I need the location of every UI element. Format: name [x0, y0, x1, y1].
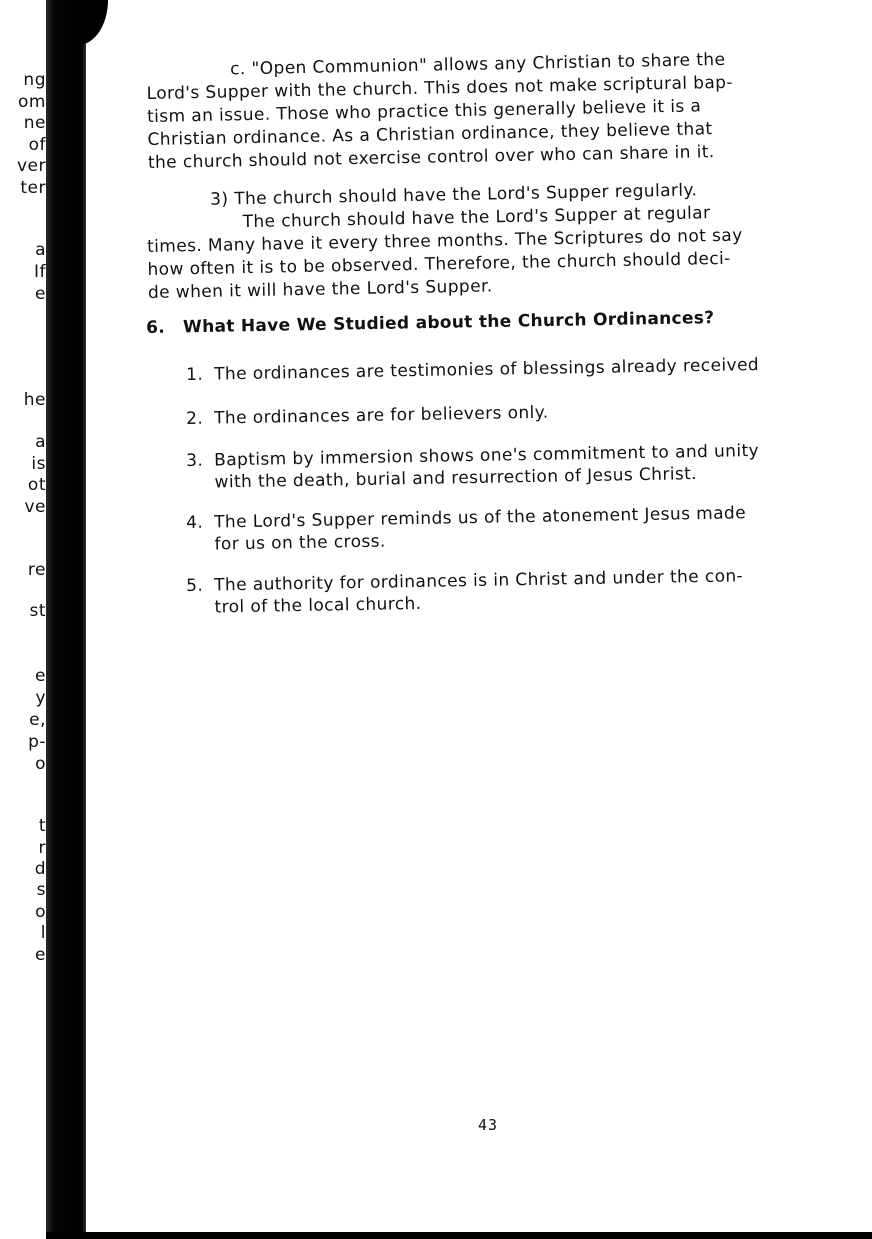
summary-item: [186, 398, 786, 430]
text-line: tism an issue. Those who practice this generally believe it is a: [146, 96, 702, 127]
facing-text-fragment: is: [31, 454, 46, 474]
item-number: 4.: [186, 512, 204, 533]
item-number: 3.: [186, 450, 204, 471]
facing-text-fragment: If: [34, 262, 46, 282]
item-number: 1.: [186, 364, 204, 385]
point-heading: 3) The church should have the Lord's Supper regularly.: [210, 180, 698, 210]
facing-text-fragment: ver: [16, 156, 46, 176]
facing-text-fragment: ot: [27, 475, 46, 495]
facing-text-fragment: l: [40, 923, 46, 943]
facing-text-fragment: e,: [29, 710, 46, 730]
section-title: What Have We Studied about the Church Ordinances?: [182, 308, 715, 338]
facing-text-fragment: a: [35, 240, 46, 260]
facing-text-fragment: o: [35, 902, 46, 922]
item-text: The authority for ordinances is in Christ and under the con-: [214, 566, 744, 596]
facing-text-fragment: ne: [23, 113, 46, 133]
text-line: Christian ordinance. As a Christian ordinance, they believe that: [147, 119, 713, 150]
facing-text-fragment: st: [29, 601, 46, 621]
facing-text-fragment: he: [23, 390, 46, 410]
text-line: how often it is to be observed. Therefore, the church should deci-: [147, 248, 731, 280]
item-number: 2.: [186, 408, 204, 429]
facing-text-fragment: y: [35, 688, 46, 708]
section-heading: [146, 307, 786, 338]
facing-text-fragment: s: [36, 880, 46, 900]
item-text-continued: trol of the local church.: [214, 593, 422, 618]
item-number: 5.: [186, 575, 204, 596]
facing-text-fragment: p-: [28, 732, 46, 752]
item-text-continued: with the death, burial and resurrection of Jesus Christ.: [214, 464, 698, 493]
page-bottom-edge: [46, 1232, 872, 1239]
facing-text-fragment: re: [27, 560, 46, 580]
item-text: The Lord's Supper reminds us of the atonement Jesus made: [214, 503, 747, 533]
paragraph-lords-supper-regularly: [146, 178, 796, 305]
facing-text-fragment: t: [38, 816, 46, 836]
facing-text-fragment: e: [35, 284, 46, 304]
summary-item: [186, 502, 787, 556]
section-number: 6.: [146, 317, 166, 338]
facing-text-fragment: d: [34, 859, 46, 879]
facing-text-fragment: ve: [24, 497, 46, 517]
summary-item: [186, 565, 787, 619]
item-text-continued: for us on the cross.: [214, 531, 386, 555]
text-line: The church should have the Lord's Supper at regular: [242, 203, 711, 233]
text-line: times. Many have it every three months. The Scriptures do not say: [146, 225, 743, 257]
facing-text-fragment: a: [35, 432, 46, 452]
paragraph-open-communion: [146, 48, 796, 175]
summary-item: [186, 440, 787, 494]
text-line: de when it will have the Lord's Supper.: [147, 276, 493, 303]
text-line: the church should not exercise control over who can share in it.: [147, 142, 715, 173]
item-text: Baptism by immersion shows one's commitment to and unity: [214, 441, 760, 471]
facing-text-fragment: of: [28, 135, 46, 155]
facing-text-fragment: r: [38, 838, 46, 858]
text-line: Lord's Supper with the church. This does not make scriptural bap-: [146, 72, 734, 104]
document-page: [86, 0, 872, 1232]
page-number: 43: [478, 1116, 499, 1134]
book-binding-gutter: [46, 0, 86, 1239]
facing-text-fragment: o: [35, 754, 46, 774]
facing-text-fragment: ter: [20, 178, 46, 198]
facing-text-fragment: ng: [23, 70, 46, 90]
item-text: The ordinances are testimonies of blessings already received: [214, 355, 760, 385]
facing-text-fragment: e: [35, 945, 46, 965]
summary-item: [186, 354, 786, 386]
facing-page-margin: [0, 0, 46, 1239]
facing-text-fragment: om: [18, 92, 46, 112]
facing-text-fragment: e: [35, 666, 46, 686]
item-text: The ordinances are for believers only.: [214, 402, 549, 429]
text-line: c. "Open Communion" allows any Christian to share the: [230, 49, 726, 80]
